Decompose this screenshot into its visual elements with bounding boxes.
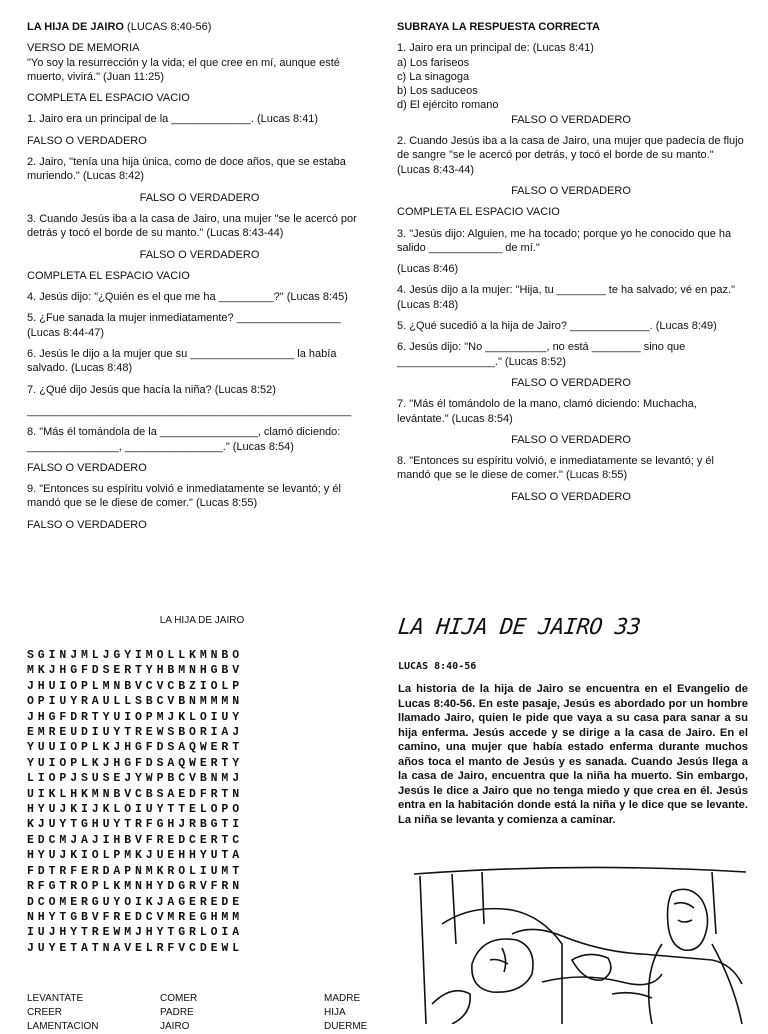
verse-text: "Yo soy la resurrección y la vida; el que cree en mí, aunque esté muerto, vivirá." (Juan 11:25) — [27, 56, 340, 83]
wordsearch-row: JHUIOPLMNBVCVCBZIOLP — [27, 679, 244, 693]
option-b: b) Los saduceos — [397, 85, 478, 98]
left-question-2: 2. Jairo, "tenía una hija única, como de doce años, que se estaba muriendo." (Lucas 8:42) — [27, 156, 346, 183]
word-item: COMER — [160, 993, 198, 1004]
verse-heading: VERSO DE MEMORIA — [27, 42, 140, 55]
wordsearch-row: JUYETATNAVELRFVCDEWL — [27, 941, 244, 955]
word-item: PADRE — [160, 1007, 194, 1018]
wordsearch-grid — [27, 648, 243, 956]
word-item: LAMENTACION — [27, 1021, 99, 1032]
wordsearch-row: FDTRFERDAPNMKROLIUMT — [27, 864, 244, 878]
word-item: HIJA — [324, 1007, 346, 1018]
left-question-4: 4. Jesús dijo: "¿Quién es el que me ha _________?" (Lucas 8:45) — [27, 291, 348, 304]
wordsearch-row: IUJHYTREWMJHYTGRLOIA — [27, 926, 244, 940]
true-false-label: FALSO O VERDADERO — [511, 113, 631, 126]
left-question-8: 8. "Más él tomándola de la ________________, clamó diciendo: _______________, ________________." (Lucas 8:54) — [27, 426, 341, 453]
true-false-label: FALSO O VERDADERO — [27, 134, 147, 147]
wordsearch-row: LIOPJSUSEJYWPBCVBNMJ — [27, 772, 244, 786]
right-question-4: 4. Jesús dijo a la mujer: "Hija, tu ________ te ha salvado; vé en paz." (Lucas 8:48) — [397, 284, 736, 311]
left-question-3: 3. Cuando Jesús iba a la casa de Jairo, una mujer "se le acercó por detrás y tocó el borde de su manto." (Lucas 8:43-44) — [27, 212, 357, 240]
right-question-8: 8. "Entonces su espíritu volvió, e inmediatamente se levantó; y él mandó que se le diese de comer." (Lucas 8:55) — [397, 455, 714, 482]
wordsearch-row: EDCMJAJIHBVFREDCERTC — [27, 833, 244, 847]
left-question-6: 6. Jesús le dijo a la mujer que su _________________ la había salvado. (Lucas 8:48) — [27, 348, 337, 375]
left-question-1: 1. Jairo era un principal de la _____________. (Lucas 8:41) — [27, 113, 319, 126]
wordsearch-row: OPIUYRAULLSBCVBNMMMN — [27, 695, 244, 709]
story-title: LA HIJA DE JAIRO 33 — [396, 615, 642, 640]
wordsearch-row: EMREUDIUYTREWSBORIAJ — [27, 726, 244, 740]
jesus-raises-girl-illustration — [412, 864, 748, 1024]
section-completa-1: COMPLETA EL ESPACIO VACIO — [27, 92, 190, 105]
left-question-5: 5. ¿Fue sanada la mujer inmediatamente? _________________ (Lucas 8:44-47) — [27, 312, 341, 339]
wordsearch-row: SGINJMLJGYIMOLLKMNBO — [27, 649, 244, 662]
word-item: DUERME — [324, 1021, 368, 1032]
true-false-label: FALSO O VERDADERO — [139, 191, 260, 204]
wordsearch-row: UIKLHKMNBVCBSAEDFRTN — [27, 787, 244, 801]
true-false-label: FALSO O VERDADERO — [27, 518, 147, 531]
wordsearch-row: MKJHGFDSERTYHBMNHGBV — [27, 664, 244, 678]
right-question-3-ref: (Lucas 8:46) — [397, 263, 459, 276]
right-question-3: 3. "Jesús dijo: Alguien, me ha tocado; porque yo he conocido que ha salido ____________ de mí." — [397, 227, 732, 254]
wordsearch-row: HYUJKIOLPMKJUEHHYUTA — [27, 849, 244, 863]
left-column — [27, 20, 372, 539]
right-column — [397, 20, 745, 511]
right-question-6: 6. Jesús dijo: "No __________, no está ________ sino que ________________." (Lucas 8:52) — [397, 341, 686, 368]
true-false-label: FALSO O VERDADERO — [511, 433, 631, 446]
wordsearch-title: LA HIJA DE JAIRO — [159, 615, 245, 626]
option-c: c) La sinagoga — [397, 70, 470, 83]
word-item: CREER — [27, 1007, 63, 1018]
right-heading: SUBRAYA LA RESPUESTA CORRECTA — [397, 21, 600, 33]
true-false-label: FALSO O VERDADERO — [139, 248, 260, 261]
left-question-9: 9. "Entonces su espíritu volvió e inmediatamente se levantó; y él mandó que se le diese de comer." (Lucas 8:55) — [27, 483, 341, 510]
right-question-5: 5. ¿Qué sucedió a la hija de Jairo? _____________. (Lucas 8:49) — [397, 320, 717, 333]
wordsearch-row: DCOMERGUYOIKJAGEREDE — [27, 895, 244, 909]
story-reference: LUCAS 8:40-56 — [398, 661, 477, 672]
true-false-label: FALSO O VERDADERO — [27, 461, 147, 474]
left-question-7: 7. ¿Qué dijo Jesús que hacía la niña? (Lucas 8:52) — [27, 383, 276, 396]
story-text: La historia de la hija de Jairo se encuentra en el Evangelio de Lucas 8:40-56. En este pasaje, Jesús es abordado por un hombre llamado Jairo, quien le pide que vaya a su casa para sanar a su hija enferma. Jesús accede y se dirige a la casa de Jairo. En el camino, una mujer que había estado enferma durante muchos años toca el manto de Jesús y es sanada. Cuando Jesús llega a la casa de Jairo, encuentra que la niña ha muerto. Sin embargo, Jesús le dice a Jairo que no tenga miedo y que crea en él. Jesús entra en la habitación donde está la niña y le dice que se levante. La niña se levanta y comienza a caminar. — [398, 683, 748, 826]
word-item: MADRE — [324, 993, 361, 1004]
word-item: LEVANTATE — [27, 993, 84, 1004]
wordsearch-row: HYUJKIJKLOIUYTTELOPO — [27, 803, 244, 817]
true-false-label: FALSO O VERDADERO — [511, 490, 631, 503]
answer-line: _____________________________________________________ — [27, 404, 352, 417]
section-completa-2: COMPLETA EL ESPACIO VACIO — [27, 269, 190, 282]
word-item: JAIRO — [160, 1021, 190, 1032]
option-a: a) Los fariseos — [397, 56, 470, 69]
true-false-label: FALSO O VERDADERO — [511, 184, 631, 197]
wordsearch-row: YUIOPLKJHGFDSAQWERTY — [27, 756, 244, 770]
wordsearch-row: KJUYTGHUYTRFGHJRBGTI — [27, 818, 244, 832]
left-title: LA HIJA DE JAIRO (LUCAS 8:40-56) — [27, 21, 212, 33]
wordsearch-row: RFGTROPLKMNHYDGRVFRN — [27, 880, 244, 894]
wordsearch-row: NHYTGBVFREDCVMREGHMM — [27, 910, 244, 924]
wordsearch-row: YUUIOPLKJHGFDSAQWERT — [27, 741, 244, 755]
wordsearch-row: JHGFDRTYUIOPMJKLOIUY — [27, 710, 244, 724]
right-question-2: 2. Cuando Jesús iba a la casa de Jairo, una mujer que padecía de flujo de sangre "se le acercó por detrás, y tocó el borde de su manto." (Lucas 8:43-44) — [397, 135, 744, 176]
right-question-1: 1. Jairo era un principal de: (Lucas 8:41) — [397, 42, 594, 55]
section-completa: COMPLETA EL ESPACIO VACIO — [397, 206, 560, 219]
option-d: d) El ejército romano — [397, 99, 499, 112]
right-question-7: 7. "Más él tomándolo de la mano, clamó diciendo: Muchacha, levántate." (Lucas 8:54) — [397, 398, 697, 425]
true-false-label: FALSO O VERDADERO — [511, 376, 631, 389]
